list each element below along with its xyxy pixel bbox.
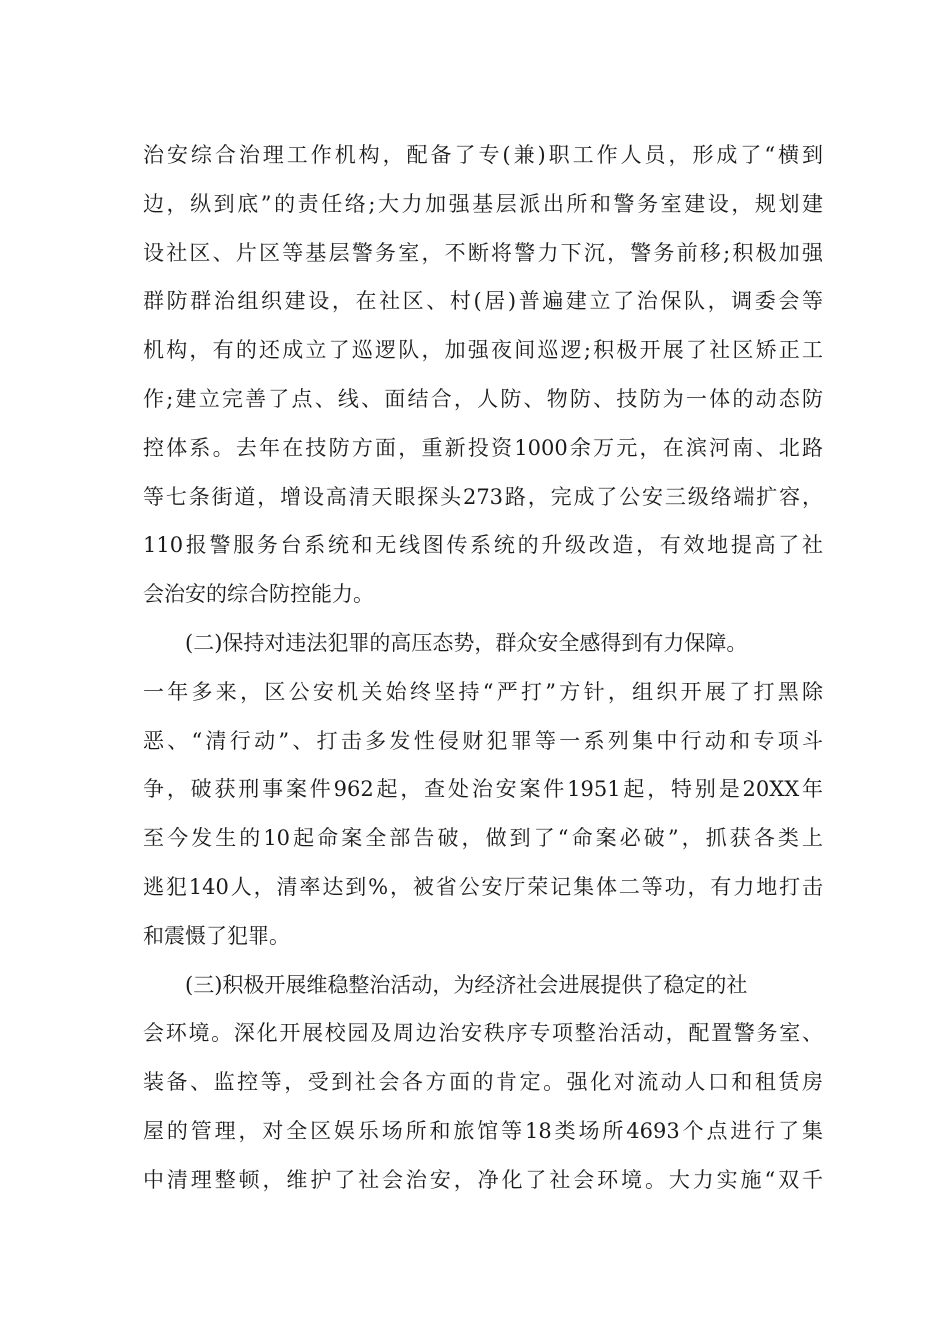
text-line: 逃犯140人，清率达到%，被省公安厅荣记集体二等功，有力地打击 — [143, 874, 823, 899]
text-line: 中清理整顿，维护了社会治安，净化了社会环境。大力实施“双千 — [143, 1167, 823, 1192]
text-line: 恶、“清行动”、打击多发性侵财犯罪等一系列集中行动和专项斗 — [143, 728, 823, 753]
text-line: 机构，有的还成立了巡逻队，加强夜间巡逻;积极开展了社区矫正工 — [143, 338, 823, 363]
section-heading-line: (二)保持对违法犯罪的高压态势，群众安全感得到有力保障。 — [185, 630, 748, 655]
text-line: 控体系。去年在技防方面，重新投资1000余万元，在滨河南、北路 — [143, 435, 823, 460]
text-line: 群防群治组织建设，在社区、村(居)普遍建立了治保队，调委会等 — [143, 289, 823, 314]
text-line: 会环境。深化开展校园及周边治安秩序专项整治活动，配置警务室、 — [143, 1021, 823, 1046]
text-line: 110报警服务台系统和无线图传系统的升级改造，有效地提高了社 — [143, 533, 823, 558]
text-line: 边，纵到底”的责任络;大力加强基层派出所和警务室建设，规划建 — [143, 191, 823, 216]
text-line: 设社区、片区等基层警务室，不断将警力下沉，警务前移;积极加强 — [143, 240, 823, 265]
paragraph-end-line: 和震慑了犯罪。 — [143, 923, 290, 948]
text-line: 一年多来，区公安机关始终坚持“严打”方针，组织开展了打黑除 — [143, 679, 823, 704]
text-line: 争，破获刑事案件962起，查处治安案件1951起，特别是20XX年 — [143, 777, 823, 802]
text-line: 装备、监控等，受到社会各方面的肯定。强化对流动人口和租赁房 — [143, 1070, 823, 1095]
paragraph-end-line: 会治安的综合防控能力。 — [143, 582, 374, 607]
text-line: 等七条街道，增设高清天眼探头273路，完成了公安三级络端扩容， — [143, 484, 823, 509]
text-line: 至今发生的10起命案全部告破，做到了“命案必破”，抓获各类上 — [143, 826, 823, 851]
text-line: 作;建立完善了点、线、面结合，人防、物防、技防为一体的动态防 — [143, 386, 823, 411]
body-text — [143, 131, 823, 1205]
section-heading-line: (三)积极开展维稳整治活动，为经济社会进展提供了稳定的社 — [185, 972, 748, 997]
text-line: 屋的管理，对全区娱乐场所和旅馆等18类场所4693个点进行了集 — [143, 1118, 823, 1143]
text-line: 治安综合治理工作机构，配备了专(兼)职工作人员，形成了“横到 — [143, 143, 823, 167]
